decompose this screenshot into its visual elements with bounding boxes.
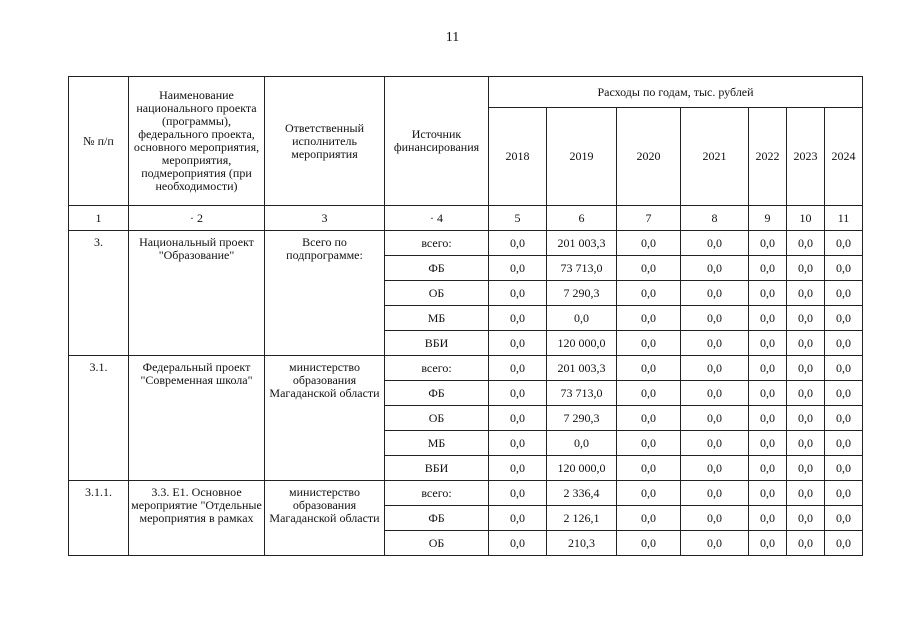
expense-value: 201 003,3 <box>547 231 617 256</box>
page-number: 11 <box>445 30 460 45</box>
header-name: Наименование национального проекта (программы), федерального проекта, основного мероприятия, мероприятия, подмероприятия (при необходимости) <box>129 77 265 206</box>
expense-value: 0,0 <box>825 531 863 556</box>
expense-value: 0,0 <box>489 481 547 506</box>
expense-value: 120 000,0 <box>547 331 617 356</box>
expense-value: 0,0 <box>489 506 547 531</box>
column-number: 9 <box>749 206 787 231</box>
expense-value: 0,0 <box>681 431 749 456</box>
expense-value: 0,0 <box>489 256 547 281</box>
expense-value: 0,0 <box>681 356 749 381</box>
expense-value: 0,0 <box>617 481 681 506</box>
row-project-name: Национальный проект "Образование" <box>129 231 265 356</box>
expense-value: 0,0 <box>749 331 787 356</box>
column-number: 11 <box>825 206 863 231</box>
row-project-name: 3.3. Е1. Основное мероприятие "Отдельные мероприятия в рамках <box>129 481 265 556</box>
funding-source: МБ <box>385 431 489 456</box>
expense-value: 0,0 <box>681 406 749 431</box>
expense-value: 0,0 <box>489 431 547 456</box>
expense-value: 0,0 <box>787 531 825 556</box>
expense-value: 0,0 <box>617 256 681 281</box>
expense-value: 0,0 <box>749 281 787 306</box>
expense-value: 0,0 <box>825 481 863 506</box>
header-year: 2020 <box>617 108 681 206</box>
funding-source: ФБ <box>385 256 489 281</box>
expense-value: 73 713,0 <box>547 381 617 406</box>
column-number: 6 <box>547 206 617 231</box>
expense-value: 0,0 <box>617 531 681 556</box>
expense-value: 7 290,3 <box>547 281 617 306</box>
expense-value: 0,0 <box>681 281 749 306</box>
expense-value: 0,0 <box>489 331 547 356</box>
header-year: 2023 <box>787 108 825 206</box>
expense-value: 0,0 <box>825 356 863 381</box>
expense-value: 0,0 <box>489 456 547 481</box>
expense-value: 0,0 <box>749 456 787 481</box>
expense-value: 0,0 <box>787 431 825 456</box>
expense-value: 0,0 <box>489 231 547 256</box>
header-source: Источник финансирования <box>385 77 489 206</box>
expense-value: 0,0 <box>787 506 825 531</box>
expense-value: 0,0 <box>681 256 749 281</box>
expense-value: 0,0 <box>617 506 681 531</box>
row-executor: Всего по подпрограмме: <box>265 231 385 356</box>
expense-value: 0,0 <box>681 481 749 506</box>
expense-value: 0,0 <box>787 456 825 481</box>
expense-value: 0,0 <box>617 456 681 481</box>
row-number: 3.1.1. <box>69 481 129 556</box>
expense-value: 0,0 <box>617 231 681 256</box>
row-executor: министерство образования Магаданской области <box>265 481 385 556</box>
expense-value: 0,0 <box>749 381 787 406</box>
expense-value: 0,0 <box>617 431 681 456</box>
expense-value: 0,0 <box>825 506 863 531</box>
expense-value: 0,0 <box>681 456 749 481</box>
expense-value: 7 290,3 <box>547 406 617 431</box>
expense-value: 0,0 <box>681 331 749 356</box>
expense-value: 0,0 <box>825 431 863 456</box>
expense-value: 0,0 <box>825 306 863 331</box>
expense-value: 210,3 <box>547 531 617 556</box>
row-number: 3. <box>69 231 129 356</box>
expense-value: 0,0 <box>489 406 547 431</box>
expense-value: 0,0 <box>787 256 825 281</box>
expense-value: 0,0 <box>825 456 863 481</box>
expense-value: 0,0 <box>749 231 787 256</box>
header-year: 2024 <box>825 108 863 206</box>
expense-value: 0,0 <box>489 531 547 556</box>
header-year: 2019 <box>547 108 617 206</box>
expense-value: 0,0 <box>681 531 749 556</box>
header-num: № п/п <box>69 77 129 206</box>
expense-value: 0,0 <box>825 281 863 306</box>
expense-value: 0,0 <box>749 506 787 531</box>
expense-value: 0,0 <box>825 406 863 431</box>
funding-source: ОБ <box>385 281 489 306</box>
expense-value: 0,0 <box>489 281 547 306</box>
row-project-name: Федеральный проект "Современная школа" <box>129 356 265 481</box>
expense-value: 0,0 <box>787 356 825 381</box>
funding-source: ОБ <box>385 406 489 431</box>
expense-value: 0,0 <box>787 331 825 356</box>
expense-value: 2 126,1 <box>547 506 617 531</box>
expense-value: 0,0 <box>489 356 547 381</box>
column-number: 10 <box>787 206 825 231</box>
expense-value: 0,0 <box>681 381 749 406</box>
expense-value: 0,0 <box>489 306 547 331</box>
column-number: 7 <box>617 206 681 231</box>
expense-value: 0,0 <box>681 231 749 256</box>
expense-value: 0,0 <box>787 306 825 331</box>
funding-source: ОБ <box>385 531 489 556</box>
expense-value: 0,0 <box>749 256 787 281</box>
column-number: 1 <box>69 206 129 231</box>
funding-source: всего: <box>385 231 489 256</box>
expense-value: 0,0 <box>825 331 863 356</box>
expense-value: 0,0 <box>825 381 863 406</box>
column-number: · 2 <box>129 206 265 231</box>
expense-value: 0,0 <box>787 381 825 406</box>
expense-value: 0,0 <box>825 256 863 281</box>
expense-value: 0,0 <box>787 481 825 506</box>
expense-value: 0,0 <box>489 381 547 406</box>
header-year: 2022 <box>749 108 787 206</box>
column-number: 8 <box>681 206 749 231</box>
expense-value: 0,0 <box>681 306 749 331</box>
funding-source: ФБ <box>385 506 489 531</box>
expense-value: 73 713,0 <box>547 256 617 281</box>
expense-value: 0,0 <box>617 381 681 406</box>
funding-source: ФБ <box>385 381 489 406</box>
expense-value: 0,0 <box>617 356 681 381</box>
header-year: 2018 <box>489 108 547 206</box>
expense-value: 0,0 <box>617 281 681 306</box>
header-executor: Ответственный исполнитель мероприятия <box>265 77 385 206</box>
expense-value: 0,0 <box>749 306 787 331</box>
budget-table <box>68 76 863 556</box>
expense-value: 0,0 <box>749 531 787 556</box>
expense-value: 201 003,3 <box>547 356 617 381</box>
funding-source: ВБИ <box>385 331 489 356</box>
expense-value: 0,0 <box>749 356 787 381</box>
row-number: 3.1. <box>69 356 129 481</box>
expense-value: 0,0 <box>617 331 681 356</box>
funding-source: ВБИ <box>385 456 489 481</box>
table-row <box>69 481 863 506</box>
expense-value: 0,0 <box>749 406 787 431</box>
column-number: 5 <box>489 206 547 231</box>
row-executor: министерство образования Магаданской области <box>265 356 385 481</box>
expense-value: 0,0 <box>787 281 825 306</box>
funding-source: МБ <box>385 306 489 331</box>
expense-value: 0,0 <box>547 431 617 456</box>
funding-source: всего: <box>385 356 489 381</box>
expense-value: 0,0 <box>749 431 787 456</box>
expense-value: 0,0 <box>787 406 825 431</box>
expense-value: 120 000,0 <box>547 456 617 481</box>
expense-value: 0,0 <box>749 481 787 506</box>
budget-body <box>69 231 863 556</box>
funding-source: всего: <box>385 481 489 506</box>
table-row <box>69 231 863 256</box>
expense-value: 0,0 <box>617 306 681 331</box>
expense-value: 0,0 <box>617 406 681 431</box>
header-year: 2021 <box>681 108 749 206</box>
column-number: 3 <box>265 206 385 231</box>
column-number: · 4 <box>385 206 489 231</box>
expense-value: 0,0 <box>547 306 617 331</box>
table-row <box>69 356 863 381</box>
expense-value: 0,0 <box>825 231 863 256</box>
expense-value: 2 336,4 <box>547 481 617 506</box>
expense-value: 0,0 <box>681 506 749 531</box>
expense-value: 0,0 <box>787 231 825 256</box>
header-expenses-title: Расходы по годам, тыс. рублей <box>489 77 863 108</box>
